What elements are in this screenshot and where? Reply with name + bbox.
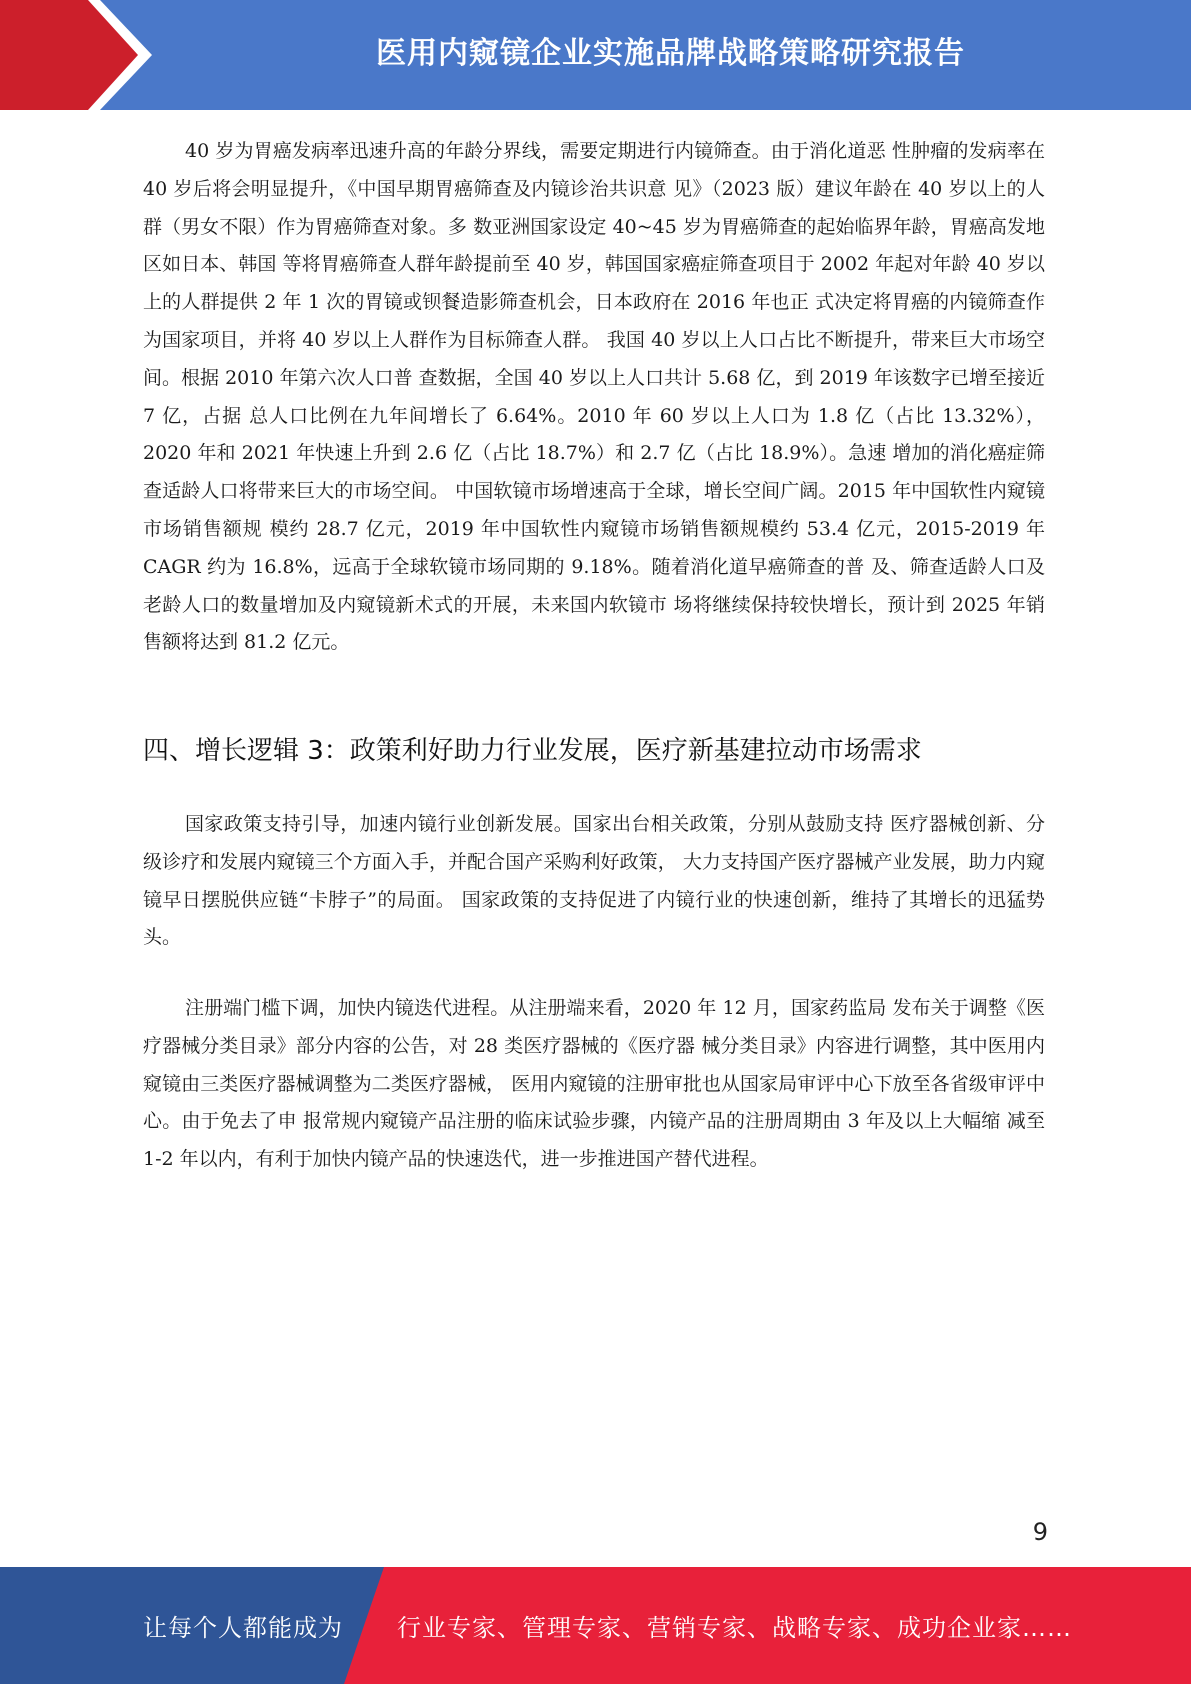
- report-header-banner: [0, 0, 1191, 110]
- body-paragraph-3: 注册端门槛下调，加快内镜迭代进程。从注册端来看，2020 年 12 月，国家药监局 发布关于调整《医疗器械分类目录》部分内容的公告，对 28 类医疗器械的《医疗器 械分类目录》内容进行调整，其中医用内窥镜由三类医疗器械调整为二类医疗器械， 医用内窥镜的注册审批也从国家局审评中心下放至各省级审评中心。由于免去了申 报常规内窥镜产品注册的临床试验步骤，内镜产品的注册周期由 3 年及以上大幅缩 减至 1-2 年以内，有利于加快内镜产品的快速迭代，进一步推进国产替代进程。: [143, 997, 1045, 1171]
- body-paragraph-2-container: [143, 806, 1045, 957]
- body-paragraph-2: 国家政策支持引导，加速内镜行业创新发展。国家出台相关政策，分别从鼓励支持 医疗器械创新、分级诊疗和发展内窥镜三个方面入手，并配合国产采购利好政策， 大力支持国产医疗器械产业发展，助力内窥镜早日摆脱供应链“卡脖子”的局面。 国家政策的支持促进了内镜行业的快速创新，维持了其增长的迅猛势头。: [143, 813, 1045, 949]
- body-paragraph-3-container: [143, 990, 1045, 1179]
- body-paragraph-1-container: [143, 133, 1045, 662]
- body-paragraph-1: 40 岁为胃癌发病率迅速升高的年龄分界线，需要定期进行内镜筛查。由于消化道恶 性肿瘤的发病率在 40 岁后将会明显提升，《中国早期胃癌筛查及内镜诊治共识意 见》（2023 版）建议年龄在 40 岁以上的人群（男女不限）作为胃癌筛查对象。多 数亚洲国家设定 40~45 岁为胃癌筛查的起始临界年龄，胃癌高发地区如日本、韩国 等将胃癌筛查人群年龄提前至 40 岁，韩国国家癌症筛查项目于 2002 年起对年龄 40 岁以上的人群提供 2 年 1 次的胃镜或钡餐造影筛查机会，日本政府在 2016 年也正 式决定将胃癌的内镜筛查作为国家项目，并将 40 岁以上人群作为目标筛查人群。 我国 40 岁以上人口占比不断提升，带来巨大市场空间。根据 2010 年第六次人口普 查数据，全国 40 岁以上人口共计 5.68 亿，到 2019 年该数字已增至接近 7 亿，占据 总人口比例在九年间增长了 6.64%。2010 年 60 岁以上人口为 1.8 亿（占比 13.32%）， 2020 年和 2021 年快速上升到 2.6 亿（占比 18.7%）和 2.7 亿（占比 18.9%）。急速 增加的消化癌症筛查适龄人口将带来巨大的市场空间。 中国软镜市场增速高于全球，增长空间广阔。2015 年中国软性内窥镜市场销售额规 模约 28.7 亿元，2019 年中国软性内窥镜市场销售额规模约 53.4 亿元，2015-2019 年 CAGR 约为 16.8%，远高于全球软镜市场同期的 9.18%。随着消化道早癌筛查的普 及、筛查适龄人口及老龄人口的数量增加及内窥镜新术式的开展，未来国内软镜市 场将继续保持较快增长，预计到 2025 年销售额将达到 81.2 亿元。: [143, 140, 1045, 654]
- red-chevron-icon: [0, 0, 160, 110]
- footer-slogan-left: 让每个人都能成为: [143, 1614, 343, 1642]
- section-heading: 四、增长逻辑 3：政策利好助力行业发展，医疗新基建拉动市场需求: [143, 736, 922, 766]
- footer-banner: [0, 1567, 1191, 1684]
- footer-slogan-right: 行业专家、管理专家、营销专家、战略专家、成功企业家……: [397, 1614, 1072, 1642]
- page-number: 9: [1032, 1518, 1048, 1546]
- report-title: 医用内窥镜企业实施品牌战略策略研究报告: [376, 36, 965, 71]
